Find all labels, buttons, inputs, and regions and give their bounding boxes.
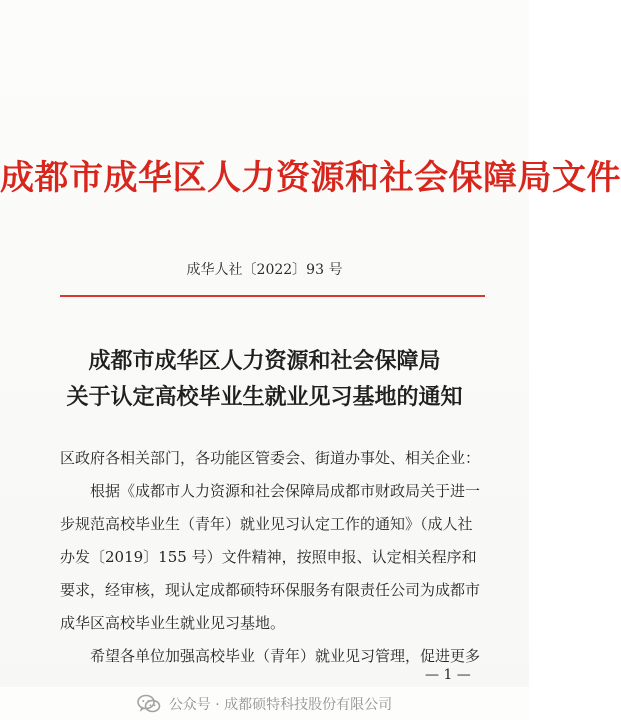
- salutation: 区政府各相关部门，各功能区管委会、街道办事处、相关企业：: [60, 449, 481, 467]
- notice-title-line-2: 关于认定高校毕业生就业见习基地的通知: [66, 384, 463, 411]
- page-number: — 1 —: [425, 667, 471, 683]
- red-header-title: 成都市成华区人力资源和社会保障局文件: [0, 158, 621, 198]
- wechat-watermark: [0, 687, 529, 720]
- watermark-text: 公众号 · 成都硕特科技股份有限公司: [168, 696, 393, 713]
- wechat-icon: [137, 694, 161, 714]
- body-paragraph-2: 希望各单位加强高校毕业（青年）就业见习管理，促进更多: [90, 647, 481, 665]
- notice-title: [0, 343, 529, 416]
- body-paragraph-1: 根据《成都市人力资源和社会保障局成都市财政局关于进一步规范高校毕业生（青年）就业见习认定工作的通知》（成人社办发〔2019〕155 号）文件精神，按照申报、认定相关程序和要求，经审核，现认定成都硕特环保服务有限责任公司为成都市成华区高校毕业生就业见习基地。: [60, 482, 481, 632]
- red-divider: [60, 295, 485, 297]
- document-number: 成华人社〔2022〕93 号: [186, 262, 343, 278]
- document-body: [60, 442, 485, 673]
- notice-title-line-1: 成都市成华区人力资源和社会保障局: [88, 348, 441, 374]
